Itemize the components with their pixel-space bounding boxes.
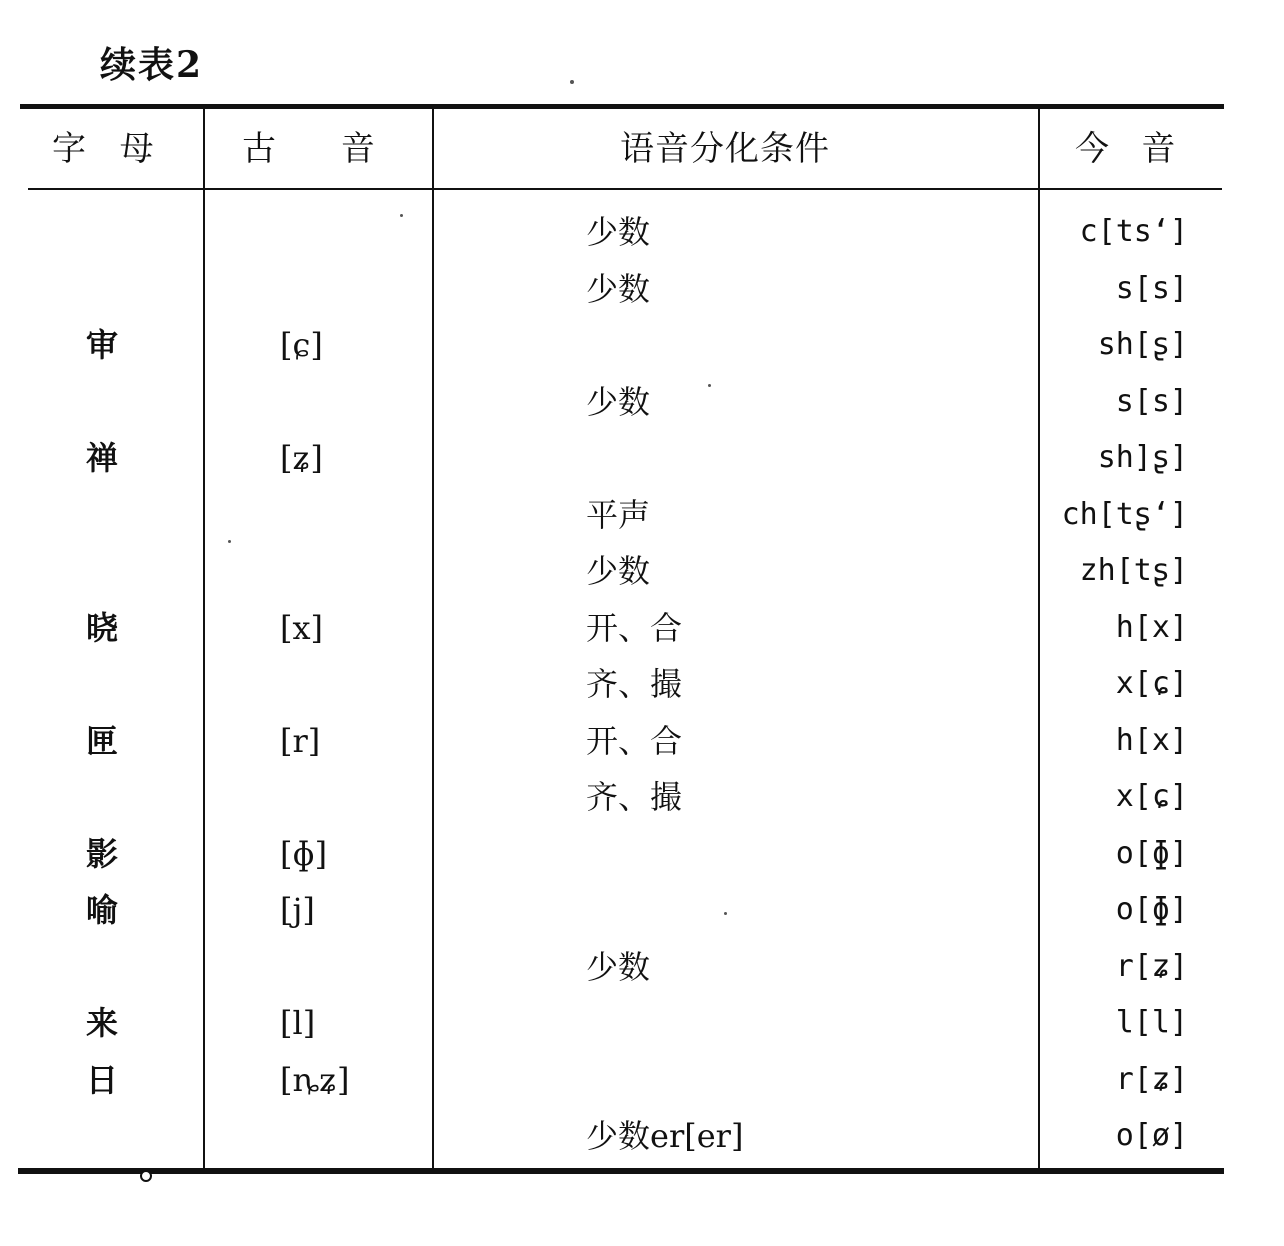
row-new-sound: c[ts‘] — [1079, 214, 1188, 249]
row-old-sound: [ɕ] — [280, 326, 323, 364]
row-letter — [86, 210, 146, 254]
header-letter: 字 母 — [52, 129, 158, 169]
row-new-sound: ch[tʂ‘] — [1061, 497, 1188, 532]
row-old-sound — [280, 210, 400, 254]
header-new-sound: 今 音 — [1075, 129, 1176, 169]
scan-speck — [228, 540, 231, 543]
row-condition — [586, 323, 886, 367]
row-condition: 少数er[er] — [586, 1117, 744, 1155]
row-old-sound: [ʑ] — [280, 439, 323, 477]
row-new-sound: o[ø] — [1115, 1118, 1188, 1153]
row-condition: 少数 — [586, 213, 651, 251]
row-new-sound: h[x] — [1115, 610, 1188, 645]
row-new-sound: zh[tʂ] — [1079, 553, 1188, 588]
row-new-sound: sh[ʂ] — [1097, 327, 1188, 362]
column-divider-3 — [1038, 109, 1040, 1169]
row-old-sound — [280, 662, 400, 706]
row-condition: 齐、撮 — [586, 665, 683, 703]
row-old-sound — [280, 1114, 400, 1158]
row-letter — [86, 775, 146, 819]
row-old-sound — [280, 493, 400, 537]
row-condition — [586, 832, 886, 876]
scan-speck — [708, 384, 711, 387]
row-condition: 开、合 — [586, 722, 683, 760]
row-new-sound: sh]ʂ] — [1097, 440, 1188, 475]
row-old-sound: [j] — [280, 891, 315, 929]
row-letter: 晓 — [86, 609, 119, 647]
scan-speck — [140, 1170, 152, 1182]
scan-speck — [724, 912, 727, 915]
row-new-sound: x[ɕ] — [1115, 779, 1188, 814]
row-letter: 日 — [86, 1061, 119, 1099]
row-new-sound: h[x] — [1115, 723, 1188, 758]
row-old-sound: [r] — [280, 722, 321, 760]
row-letter — [86, 267, 146, 311]
top-rule — [20, 104, 1224, 109]
row-letter — [86, 662, 146, 706]
scan-speck — [400, 214, 403, 217]
column-divider-2 — [432, 109, 434, 1169]
row-condition: 少数 — [586, 948, 651, 986]
row-letter: 匣 — [86, 722, 119, 760]
row-condition: 开、合 — [586, 609, 683, 647]
row-new-sound: l[l] — [1115, 1005, 1188, 1040]
row-condition: 平声 — [586, 496, 651, 534]
row-condition — [586, 888, 886, 932]
row-condition: 少数 — [586, 383, 651, 421]
row-letter — [86, 549, 146, 593]
row-new-sound: o[ɸ] — [1115, 836, 1188, 871]
row-letter — [86, 1114, 146, 1158]
header-condition: 语音分化条件 — [620, 129, 830, 169]
row-old-sound — [280, 945, 400, 989]
row-old-sound: [x] — [280, 609, 324, 647]
row-letter: 影 — [86, 835, 119, 873]
row-old-sound: [l] — [280, 1004, 316, 1042]
row-letter: 喻 — [86, 891, 119, 929]
row-condition — [586, 1001, 886, 1045]
header-rule — [28, 188, 1222, 190]
row-letter — [86, 380, 146, 424]
table-caption: 续表2 — [100, 44, 204, 86]
row-letter: 审 — [86, 326, 119, 364]
row-new-sound: r[ʑ] — [1115, 949, 1188, 984]
row-condition: 少数 — [586, 270, 651, 308]
bottom-rule — [18, 1168, 1224, 1174]
row-new-sound: r[ʑ] — [1115, 1062, 1188, 1097]
row-letter — [86, 493, 146, 537]
row-old-sound: [ȵʑ] — [280, 1061, 350, 1099]
row-old-sound — [280, 380, 400, 424]
row-letter — [86, 945, 146, 989]
row-old-sound — [280, 267, 400, 311]
header-old-sound: 古 音 — [242, 129, 375, 169]
row-new-sound: s[s] — [1115, 384, 1188, 419]
row-letter: 禅 — [86, 439, 119, 477]
row-condition — [586, 1058, 886, 1102]
row-old-sound: [ɸ] — [280, 835, 328, 873]
row-condition: 齐、撮 — [586, 778, 683, 816]
row-new-sound: x[ɕ] — [1115, 666, 1188, 701]
scan-speck — [570, 80, 574, 84]
row-letter: 来 — [86, 1004, 119, 1042]
row-new-sound: o[ɸ] — [1115, 892, 1188, 927]
row-condition: 少数 — [586, 552, 651, 590]
row-old-sound — [280, 775, 400, 819]
row-old-sound — [280, 549, 400, 593]
column-divider-1 — [203, 109, 205, 1169]
row-condition — [586, 436, 886, 480]
row-new-sound: s[s] — [1115, 271, 1188, 306]
